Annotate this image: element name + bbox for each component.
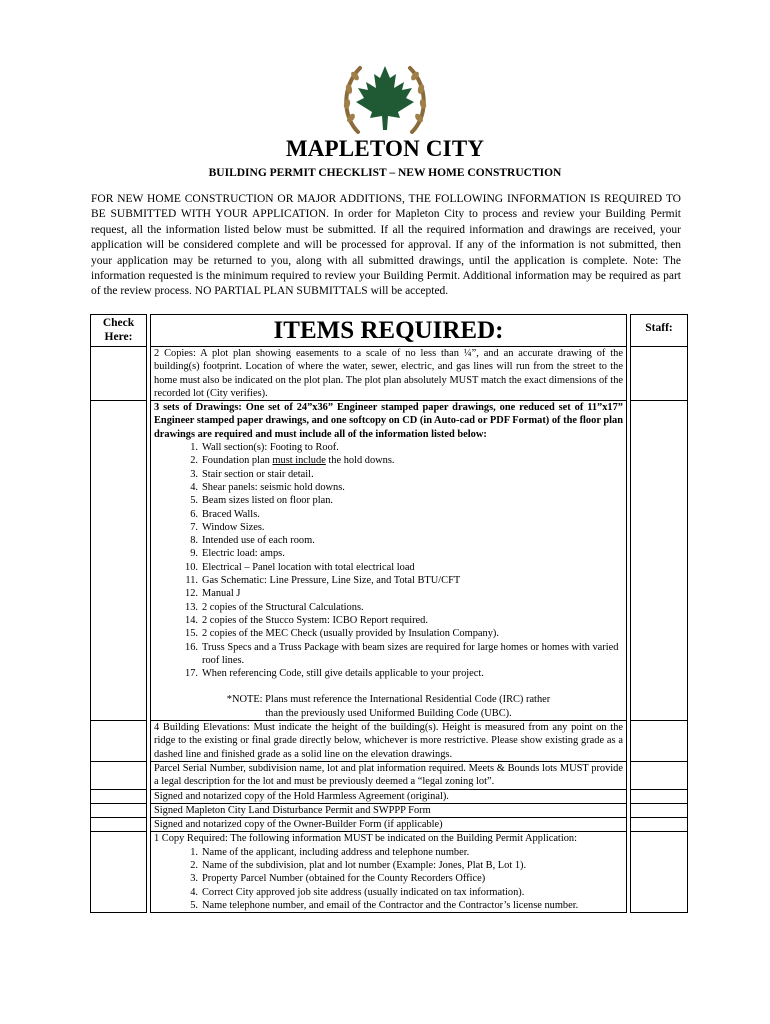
list-item-text: 2 copies of the Structural Calculations. [202,601,364,613]
city-title: MAPLETON CITY [285,136,485,161]
owner-builder-item: Signed and notarized copy of the Owner-Builder Form (if applicable) [151,818,627,832]
check-cell[interactable] [91,818,147,832]
code-note-line-1: *NOTE: Plans must reference the International Residential Code (IRC) rather [226,694,551,706]
list-item-number: 11. [185,575,198,587]
table-row [91,347,688,401]
list-item-text: Electric load: amps. [202,548,285,560]
list-item [154,521,623,534]
table-row [91,832,688,913]
list-item-text: Correct City approved job site address (usually indicated on tax information). [202,886,525,898]
list-item-number: 14. [185,614,198,626]
document-subtitle: BUILDING PERMIT CHECKLIST – NEW HOME CONSTRUCTION [208,167,562,179]
table-row [91,721,688,762]
list-item [154,859,623,872]
application-info-item [151,832,627,913]
list-item [154,494,623,507]
must-include-underlined: must include [272,455,326,467]
list-item-text: When referencing Code, still give details applicable to your project. [202,668,484,680]
application-info-intro: 1 Copy Required: The following information MUST be indicated on the Building Permit Application: [154,833,577,845]
list-item-number: 7. [190,521,198,533]
check-cell[interactable] [91,401,147,721]
list-item [154,547,623,560]
parcel-item: Parcel Serial Number, subdivision name, lot and plat information required. Meets & Bounds lots MUST provide a legal description for the lot and must be previously deemed a “legal zoning lot”. [151,761,627,789]
check-cell[interactable] [91,803,147,817]
list-item [154,846,623,859]
staff-cell[interactable] [631,789,688,803]
staff-cell[interactable] [631,803,688,817]
list-item [154,481,623,494]
check-cell[interactable] [91,721,147,762]
list-item-number: 15. [185,628,198,640]
table-row [91,761,688,789]
list-item-text: Name of the subdivision, plat and lot number (Example: Jones, Plat B, Lot 1). [202,859,527,871]
hold-harmless-item: Signed and notarized copy of the Hold Harmless Agreement (original). [151,789,627,803]
list-item-text [202,454,623,467]
list-item-number: 2. [190,455,198,467]
drawings-intro: 3 sets of Drawings: One set of 24”x36” Engineer stamped paper drawings, one reduced set of 11”x17” Engineer stamped paper drawings, and one softcopy on CD (in Auto-cad or PDF Format) of the floor plan drawings are required and must include all of the information listed below: [154,402,623,440]
plot-plan-item: 2 Copies: A plot plan showing easements to a scale of no less than ¼”, and an accurate drawing of the building(s) footprint. Location of where the water, sewer, electric, and gas lines will run from the street to the home must also be indicated on the plot plan. The plot plan absolutely MUST match the exact dimensions of the recorded lot (City verifies). [151,347,627,401]
list-item-text: Beam sizes listed on floor plan. [202,495,334,507]
list-item [154,441,623,454]
list-item-number: 3. [190,468,198,480]
application-info-list [154,846,623,912]
items-required-table [90,314,688,913]
list-item [154,468,623,481]
list-item-number: 1. [190,846,198,858]
table-header-row [91,315,688,347]
list-item [154,508,623,521]
list-item-text: Intended use of each room. [202,535,315,547]
list-item [154,601,623,614]
list-item [154,899,623,912]
check-cell[interactable] [91,347,147,401]
list-item [154,574,623,587]
staff-cell[interactable] [631,401,688,721]
code-note [154,693,623,720]
list-item-text: 2 copies of the MEC Check (usually provided by Insulation Company). [202,628,499,640]
list-item-number: 8. [190,535,198,547]
list-item-number: 4. [190,886,198,898]
list-item-text: Gas Schematic: Line Pressure, Line Size, and Total BTU/CFT [202,575,461,587]
foundation-text: Foundation plan [202,455,273,467]
list-item-number: 12. [185,588,198,600]
list-item [154,872,623,885]
land-disturbance-item: Signed Mapleton City Land Disturbance Permit and SWPPP Form [151,803,627,817]
list-item-text: Name telephone number, and email of the Contractor and the Contractor’s license number. [202,899,579,911]
list-item-number: 4. [190,481,198,493]
list-item [154,454,623,467]
list-item-text: Shear panels: seismic hold downs. [202,481,345,493]
list-item [154,587,623,600]
staff-cell[interactable] [631,761,688,789]
staff-cell[interactable] [631,818,688,832]
list-item-text: Window Sizes. [202,521,265,533]
list-item [154,641,623,668]
list-item-number: 17. [185,668,198,680]
check-cell[interactable] [91,761,147,789]
check-cell[interactable] [91,832,147,913]
drawings-list [154,441,623,680]
check-here-header: Check Here: [91,315,147,347]
code-note-line-2: than the previously used Uniformed Building Code (UBC). [265,707,512,719]
list-item-text: Property Parcel Number (obtained for the County Recorders Office) [202,873,486,885]
list-item-number: 9. [190,548,198,560]
table-row [91,818,688,832]
table-row [91,401,688,721]
list-item-text: Manual J [202,588,241,600]
list-item-number: 6. [190,508,198,520]
list-item [154,667,623,680]
list-item-number: 10. [185,561,198,573]
list-item-number: 3. [190,873,198,885]
list-item-text: Name of the applicant, including address and telephone number. [202,846,470,858]
list-item-text: Wall section(s): Footing to Roof. [202,442,339,454]
list-item-text: Truss Specs and a Truss Package with beam sizes are required for large homes or homes with varied roof lines. [202,641,619,666]
list-item [154,614,623,627]
list-item [154,886,623,899]
maple-leaf-wreath-logo [338,58,432,142]
drawings-item [151,401,627,721]
list-item-number: 16. [185,641,198,653]
list-item-number: 13. [185,601,198,613]
staff-header: Staff: [631,315,688,347]
list-item-number: 2. [190,859,198,871]
list-item [154,627,623,640]
list-item-text: Stair section or stair detail. [202,468,314,480]
table-row [91,789,688,803]
check-cell[interactable] [91,789,147,803]
list-item [154,534,623,547]
elevations-item: 4 Building Elevations: Must indicate the height of the building(s). Height is measured from any point on the ridge to the existing or final grade directly below, whichever is more restrictive. Please show existing grade as a dashed line and finished grade as a solid line on the elevation drawings. [151,721,627,762]
list-item-number: 1. [190,442,198,454]
items-required-header: ITEMS REQUIRED: [151,315,627,347]
list-item-number: 5. [190,899,198,911]
intro-paragraph: FOR NEW HOME CONSTRUCTION OR MAJOR ADDITIONS, THE FOLLOWING INFORMATION IS REQUIRED TO BE SUBMITTED WITH YOUR APPLICATION. In order for Mapleton City to process and review your Building Permit request, all the information listed below must be submitted. If all the required information and drawings are received, your application will be considered complete and will be processed for approval. If any of the information is not submitted, then your application may be returned to you, along with all submitted drawings, until the application is complete. Note: The information requested is the minimum required to review your Building Permit. Additional information may be required as part of the review process. NO PARTIAL PLAN SUBMITTALS will be accepted. [91,193,681,298]
hold-downs-text: the hold downs. [325,455,395,467]
staff-cell[interactable] [631,721,688,762]
list-item [154,561,623,574]
list-item-text: Braced Walls. [202,508,260,520]
staff-cell[interactable] [631,832,688,913]
list-item-number: 5. [190,495,198,507]
table-row [91,803,688,817]
list-item-text: 2 copies of the Stucco System: ICBO Report required. [202,614,428,626]
list-item-text: Electrical – Panel location with total electrical load [202,561,415,573]
staff-cell[interactable] [631,347,688,401]
